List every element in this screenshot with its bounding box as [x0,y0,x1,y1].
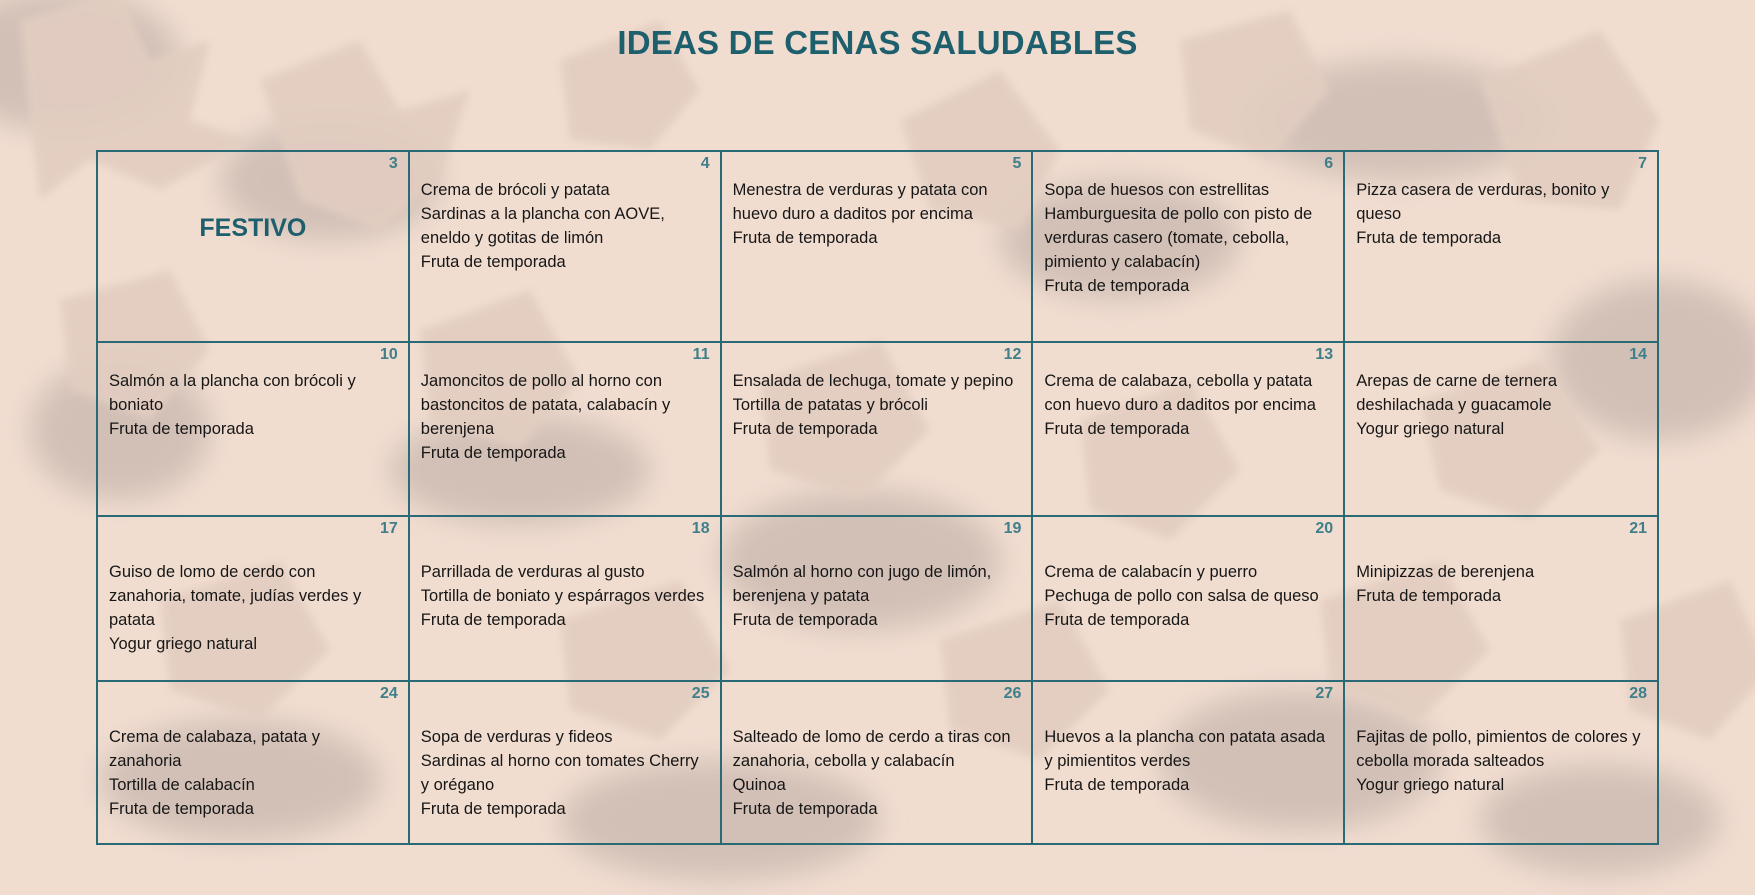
calendar-cell [722,517,1034,682]
calendar-cell [98,682,410,843]
meal-item: Fruta de temporada [1044,420,1190,438]
day-number: 4 [700,155,710,172]
meal-item: Quinoa [732,776,786,794]
holiday-label: FESTIVO [199,214,307,242]
day-number: 3 [388,155,398,172]
day-number: 18 [691,520,710,537]
calendar-cell [1033,343,1345,517]
meal-item: Salmón a la plancha con brócoli y boniato [109,372,356,414]
meal-item: Yogur griego natural [109,635,258,653]
meal-item: Fruta de temporada [1356,229,1502,247]
day-number: 13 [1315,346,1334,363]
calendar-cell [1033,152,1345,343]
meal-item: Salmón al horno con jugo de limón, berenjena y patata [732,563,992,605]
calendar-cell [1345,682,1657,843]
meal-item: Fruta de temporada [109,420,254,438]
meal-item: Yogur griego natural [1356,776,1505,794]
meal-item: Fruta de temporada [1356,587,1502,605]
day-number: 10 [380,346,398,363]
dinner-calendar-grid [96,150,1659,845]
calendar-cell [722,152,1034,343]
meal-item: Jamoncitos de pollo al horno con bastoncitos de patata, calabacín y berenjena [420,372,671,438]
meal-item: Fruta de temporada [732,420,878,438]
calendar-cell [1345,517,1657,682]
meal-item: Tortilla de calabacín [109,776,255,794]
meal-item: Fruta de temporada [420,253,566,271]
meal-item: Crema de calabacín y puerro [1044,563,1258,581]
day-number: 6 [1324,155,1334,172]
meal-item: Fruta de temporada [732,800,878,818]
meal-item: Pizza casera de verduras, bonito y queso [1356,181,1610,223]
day-number: 11 [692,346,710,363]
meal-item: Fruta de temporada [1044,277,1190,295]
day-number: 26 [1003,685,1022,702]
meal-item: Hamburguesita de pollo con pisto de verduras casero (tomate, cebolla, pimiento y calabacín) [1044,205,1313,271]
calendar-cell [410,152,722,343]
meal-item: Yogur griego natural [1356,420,1505,438]
meal-item: Sardinas a la plancha con AOVE, eneldo y gotitas de limón [420,205,665,247]
meal-item: Tortilla de patatas y brócoli [732,396,928,414]
day-number: 20 [1315,520,1334,537]
meal-item: Huevos a la plancha con patata asada y pimientitos verdes [1044,728,1326,770]
meal-item: Pechuga de pollo con salsa de queso [1044,587,1319,605]
meal-item: Arepas de carne de ternera deshilachada y guacamole [1356,372,1558,414]
calendar-cell [722,343,1034,517]
meal-item: Crema de calabaza, patata y zanahoria [109,728,320,770]
calendar-cell [98,343,410,517]
day-number: 28 [1629,685,1647,702]
day-number: 14 [1629,346,1647,363]
meal-item: Crema de brócoli y patata [420,181,610,199]
meal-item: Fruta de temporada [732,611,878,629]
meal-item: Fajitas de pollo, pimientos de colores y cebolla morada salteados [1356,728,1641,770]
meal-item: Crema de calabaza, cebolla y patata con huevo duro a daditos por encima [1044,372,1316,414]
day-number: 5 [1012,155,1022,172]
calendar-cell [1033,682,1345,843]
meal-item: Sopa de huesos con estrellitas [1044,181,1270,199]
meal-item: Minipizzas de berenjena [1356,563,1535,581]
meal-item: Guiso de lomo de cerdo con zanahoria, tomate, judías verdes y patata [109,563,362,629]
calendar-cell [722,682,1034,843]
meal-item: Parrillada de verduras al gusto [420,563,645,581]
day-number: 24 [380,685,398,702]
calendar-cell [1345,152,1657,343]
day-number: 25 [691,685,710,702]
day-number: 7 [1638,155,1647,172]
calendar-cell [410,682,722,843]
calendar-cell [410,343,722,517]
meal-item: Tortilla de boniato y espárragos verdes [420,587,705,605]
meal-item: Ensalada de lechuga, tomate y pepino [732,372,1014,390]
calendar-cell [1345,343,1657,517]
meal-item: Sopa de verduras y fideos [420,728,613,746]
day-number: 19 [1003,520,1022,537]
meal-item: Fruta de temporada [1044,776,1190,794]
page-title: IDEAS DE CENAS SALUDABLES [617,24,1138,61]
calendar-cell [1033,517,1345,682]
meal-item: Fruta de temporada [420,444,566,462]
calendar-cell [98,152,410,343]
day-number: 21 [1629,520,1647,537]
meal-item: Fruta de temporada [420,800,566,818]
meal-item: Salteado de lomo de cerdo a tiras con zanahoria, cebolla y calabacín [732,728,1011,770]
meal-item: Fruta de temporada [732,229,878,247]
day-number: 27 [1315,685,1334,702]
meal-item: Sardinas al horno con tomates Cherry y orégano [420,752,699,794]
day-number: 12 [1003,346,1022,363]
meal-item: Fruta de temporada [420,611,566,629]
meal-item: Menestra de verduras y patata con huevo duro a daditos por encima [732,181,988,223]
calendar-cell [410,517,722,682]
day-number: 17 [380,520,398,537]
meal-item: Fruta de temporada [109,800,254,818]
calendar-cell [98,517,410,682]
meal-item: Fruta de temporada [1044,611,1190,629]
